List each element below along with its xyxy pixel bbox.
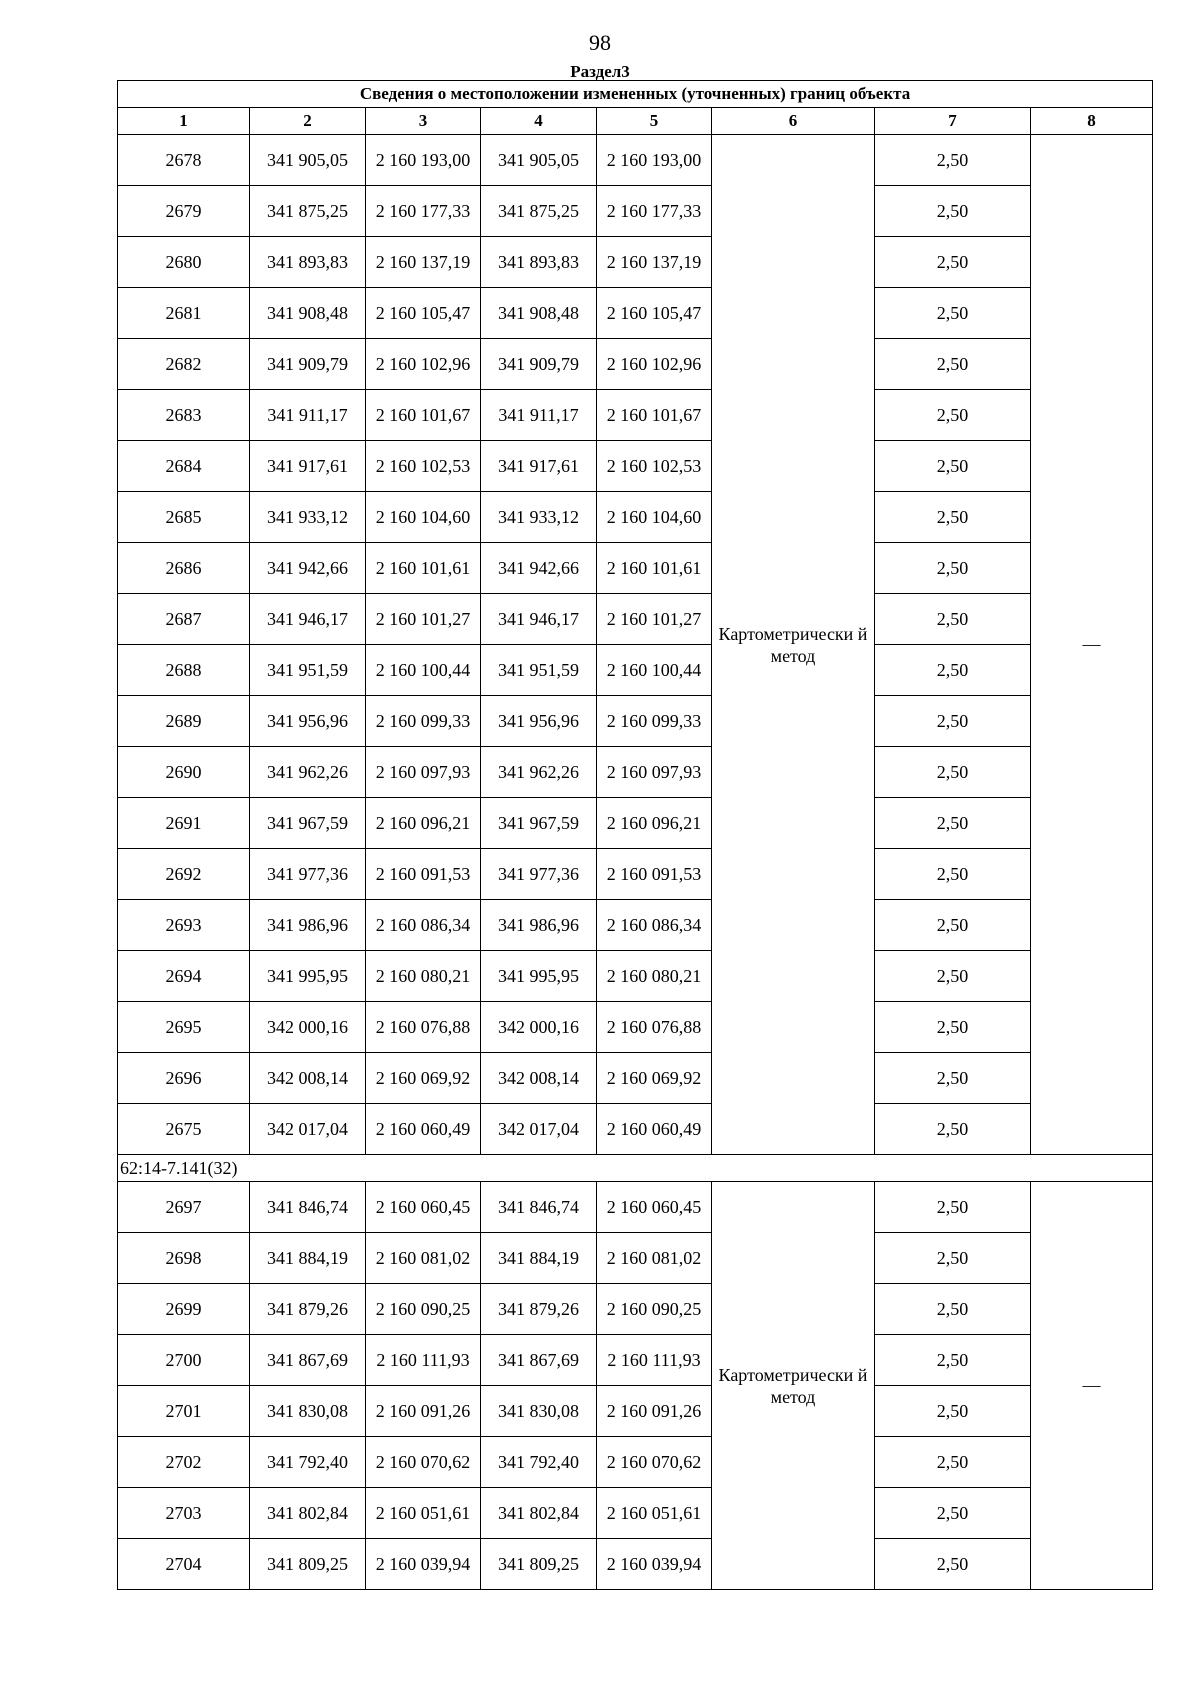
x-coord-cell: 341 879,26: [250, 1284, 366, 1335]
point-number-cell: 2696: [118, 1053, 250, 1104]
x-coord-cell: 341 893,83: [250, 237, 366, 288]
accuracy-cell: 2,50: [875, 1437, 1031, 1488]
x-coord-cell: 342 008,14: [250, 1053, 366, 1104]
x-coord-cell: 341 875,25: [481, 186, 597, 237]
x-coord-cell: 341 905,05: [250, 135, 366, 186]
y-coord-cell: 2 160 104,60: [366, 492, 481, 543]
x-coord-cell: 341 942,66: [250, 543, 366, 594]
y-coord-cell: 2 160 091,26: [597, 1386, 712, 1437]
y-coord-cell: 2 160 081,02: [597, 1233, 712, 1284]
accuracy-cell: 2,50: [875, 1053, 1031, 1104]
y-coord-cell: 2 160 101,67: [366, 390, 481, 441]
y-coord-cell: 2 160 070,62: [597, 1437, 712, 1488]
point-number-cell: 2682: [118, 339, 250, 390]
table-row: [118, 747, 1153, 798]
point-number-cell: 2683: [118, 390, 250, 441]
x-coord-cell: 341 951,59: [481, 645, 597, 696]
y-coord-cell: 2 160 101,67: [597, 390, 712, 441]
point-number-cell: 2701: [118, 1386, 250, 1437]
x-coord-cell: 341 908,48: [250, 288, 366, 339]
accuracy-cell: 2,50: [875, 1386, 1031, 1437]
point-number-cell: 2678: [118, 135, 250, 186]
column-header: 6: [712, 108, 875, 135]
y-coord-cell: 2 160 177,33: [366, 186, 481, 237]
column-header: 8: [1031, 108, 1153, 135]
x-coord-cell: 342 008,14: [481, 1053, 597, 1104]
y-coord-cell: 2 160 096,21: [597, 798, 712, 849]
y-coord-cell: 2 160 100,44: [366, 645, 481, 696]
x-coord-cell: 341 792,40: [481, 1437, 597, 1488]
table-row: [118, 1335, 1153, 1386]
table-row: [118, 543, 1153, 594]
accuracy-cell: 2,50: [875, 1002, 1031, 1053]
column-header: 7: [875, 108, 1031, 135]
x-coord-cell: 341 846,74: [250, 1182, 366, 1233]
section-title: Раздел3: [570, 62, 630, 81]
point-number-cell: 2700: [118, 1335, 250, 1386]
accuracy-cell: 2,50: [875, 696, 1031, 747]
y-coord-cell: 2 160 091,53: [366, 849, 481, 900]
y-coord-cell: 2 160 080,21: [366, 951, 481, 1002]
y-coord-cell: 2 160 193,00: [597, 135, 712, 186]
point-number-cell: 2688: [118, 645, 250, 696]
y-coord-cell: 2 160 111,93: [597, 1335, 712, 1386]
accuracy-cell: 2,50: [875, 1233, 1031, 1284]
x-coord-cell: 341 917,61: [481, 441, 597, 492]
table-row: [118, 1539, 1153, 1590]
y-coord-cell: 2 160 039,94: [597, 1539, 712, 1590]
x-coord-cell: 341 917,61: [250, 441, 366, 492]
x-coord-cell: 342 000,16: [481, 1002, 597, 1053]
y-coord-cell: 2 160 102,96: [366, 339, 481, 390]
table-row: [118, 1104, 1153, 1155]
y-coord-cell: 2 160 101,61: [597, 543, 712, 594]
point-number-cell: 2692: [118, 849, 250, 900]
accuracy-cell: 2,50: [875, 1488, 1031, 1539]
x-coord-cell: 341 909,79: [481, 339, 597, 390]
x-coord-cell: 341 893,83: [481, 237, 597, 288]
accuracy-cell: 2,50: [875, 1284, 1031, 1335]
y-coord-cell: 2 160 069,92: [597, 1053, 712, 1104]
y-coord-cell: 2 160 091,26: [366, 1386, 481, 1437]
y-coord-cell: 2 160 086,34: [597, 900, 712, 951]
table-row: [118, 696, 1153, 747]
x-coord-cell: 341 792,40: [250, 1437, 366, 1488]
y-coord-cell: 2 160 111,93: [366, 1335, 481, 1386]
y-coord-cell: 2 160 101,61: [366, 543, 481, 594]
point-number-cell: 2693: [118, 900, 250, 951]
group-row: [118, 1155, 1153, 1182]
accuracy-cell: 2,50: [875, 900, 1031, 951]
table-row: [118, 288, 1153, 339]
x-coord-cell: 341 951,59: [250, 645, 366, 696]
table-row: [118, 1386, 1153, 1437]
x-coord-cell: 341 884,19: [481, 1233, 597, 1284]
x-coord-cell: 341 942,66: [481, 543, 597, 594]
x-coord-cell: 342 017,04: [250, 1104, 366, 1155]
table-row: [118, 798, 1153, 849]
x-coord-cell: 341 956,96: [250, 696, 366, 747]
table-row: [118, 390, 1153, 441]
column-header: 2: [250, 108, 366, 135]
x-coord-cell: 341 995,95: [481, 951, 597, 1002]
accuracy-cell: 2,50: [875, 798, 1031, 849]
accuracy-cell: 2,50: [875, 747, 1031, 798]
table-row: [118, 186, 1153, 237]
y-coord-cell: 2 160 102,53: [366, 441, 481, 492]
y-coord-cell: 2 160 070,62: [366, 1437, 481, 1488]
table-row: [118, 339, 1153, 390]
y-coord-cell: 2 160 076,88: [597, 1002, 712, 1053]
point-number-cell: 2690: [118, 747, 250, 798]
point-number-cell: 2680: [118, 237, 250, 288]
x-coord-cell: 341 946,17: [250, 594, 366, 645]
point-number-cell: 2691: [118, 798, 250, 849]
point-number-cell: 2697: [118, 1182, 250, 1233]
point-number-cell: 2698: [118, 1233, 250, 1284]
x-coord-cell: 341 830,08: [250, 1386, 366, 1437]
accuracy-cell: 2,50: [875, 849, 1031, 900]
accuracy-cell: 2,50: [875, 441, 1031, 492]
table-row: [118, 849, 1153, 900]
y-coord-cell: 2 160 039,94: [366, 1539, 481, 1590]
y-coord-cell: 2 160 090,25: [366, 1284, 481, 1335]
y-coord-cell: 2 160 060,49: [366, 1104, 481, 1155]
table-row: [118, 951, 1153, 1002]
point-number-cell: 2694: [118, 951, 250, 1002]
x-coord-cell: 341 977,36: [250, 849, 366, 900]
table-row: [118, 135, 1153, 186]
table-row: [118, 1002, 1153, 1053]
y-coord-cell: 2 160 099,33: [597, 696, 712, 747]
x-coord-cell: 341 875,25: [250, 186, 366, 237]
point-number-cell: 2687: [118, 594, 250, 645]
column-header: 5: [597, 108, 712, 135]
table-row: [118, 1233, 1153, 1284]
y-coord-cell: 2 160 069,92: [366, 1053, 481, 1104]
x-coord-cell: 341 802,84: [481, 1488, 597, 1539]
point-number-cell: 2702: [118, 1437, 250, 1488]
x-coord-cell: 341 986,96: [481, 900, 597, 951]
y-coord-cell: 2 160 099,33: [366, 696, 481, 747]
point-number-cell: 2684: [118, 441, 250, 492]
table-row: [118, 594, 1153, 645]
x-coord-cell: 341 986,96: [250, 900, 366, 951]
y-coord-cell: 2 160 060,45: [366, 1182, 481, 1233]
x-coord-cell: 341 911,17: [481, 390, 597, 441]
table-row: [118, 1488, 1153, 1539]
y-coord-cell: 2 160 090,25: [597, 1284, 712, 1335]
table-row: [118, 492, 1153, 543]
y-coord-cell: 2 160 060,49: [597, 1104, 712, 1155]
page-number: 98: [589, 30, 611, 55]
y-coord-cell: 2 160 076,88: [366, 1002, 481, 1053]
y-coord-cell: 2 160 097,93: [597, 747, 712, 798]
y-coord-cell: 2 160 177,33: [597, 186, 712, 237]
x-coord-cell: 341 830,08: [481, 1386, 597, 1437]
table-caption: Сведения о местоположении измененных (уточненных) границ объекта: [118, 81, 1153, 108]
point-number-cell: 2704: [118, 1539, 250, 1590]
x-coord-cell: 341 905,05: [481, 135, 597, 186]
accuracy-cell: 2,50: [875, 288, 1031, 339]
point-number-cell: 2703: [118, 1488, 250, 1539]
accuracy-cell: 2,50: [875, 594, 1031, 645]
point-number-cell: 2675: [118, 1104, 250, 1155]
y-coord-cell: 2 160 080,21: [597, 951, 712, 1002]
point-number-cell: 2689: [118, 696, 250, 747]
y-coord-cell: 2 160 193,00: [366, 135, 481, 186]
y-coord-cell: 2 160 137,19: [366, 237, 481, 288]
table-row: [118, 441, 1153, 492]
table-row: [118, 1437, 1153, 1488]
accuracy-cell: 2,50: [875, 543, 1031, 594]
accuracy-cell: 2,50: [875, 1104, 1031, 1155]
table-row: [118, 900, 1153, 951]
y-coord-cell: 2 160 105,47: [597, 288, 712, 339]
accuracy-cell: 2,50: [875, 951, 1031, 1002]
table-row: [118, 237, 1153, 288]
x-coord-cell: 341 962,26: [250, 747, 366, 798]
point-number-cell: 2685: [118, 492, 250, 543]
table-row: [118, 645, 1153, 696]
y-coord-cell: 2 160 101,27: [366, 594, 481, 645]
x-coord-cell: 341 802,84: [250, 1488, 366, 1539]
boundary-table: [117, 80, 1153, 1590]
x-coord-cell: 341 967,59: [481, 798, 597, 849]
x-coord-cell: 341 879,26: [481, 1284, 597, 1335]
table-row: [118, 1284, 1153, 1335]
y-coord-cell: 2 160 086,34: [366, 900, 481, 951]
point-number-cell: 2686: [118, 543, 250, 594]
y-coord-cell: 2 160 102,96: [597, 339, 712, 390]
y-coord-cell: 2 160 104,60: [597, 492, 712, 543]
accuracy-cell: 2,50: [875, 1539, 1031, 1590]
x-coord-cell: 341 956,96: [481, 696, 597, 747]
x-coord-cell: 342 000,16: [250, 1002, 366, 1053]
column-header-row: [118, 108, 1153, 135]
y-coord-cell: 2 160 137,19: [597, 237, 712, 288]
x-coord-cell: 341 995,95: [250, 951, 366, 1002]
x-coord-cell: 341 809,25: [481, 1539, 597, 1590]
point-number-cell: 2679: [118, 186, 250, 237]
column-header: 4: [481, 108, 597, 135]
column-8-cell: —: [1031, 135, 1153, 1155]
y-coord-cell: 2 160 096,21: [366, 798, 481, 849]
y-coord-cell: 2 160 051,61: [366, 1488, 481, 1539]
column-header: 3: [366, 108, 481, 135]
x-coord-cell: 341 908,48: [481, 288, 597, 339]
x-coord-cell: 341 867,69: [250, 1335, 366, 1386]
column-header: 1: [118, 108, 250, 135]
x-coord-cell: 341 884,19: [250, 1233, 366, 1284]
point-number-cell: 2699: [118, 1284, 250, 1335]
y-coord-cell: 2 160 051,61: [597, 1488, 712, 1539]
x-coord-cell: 341 911,17: [250, 390, 366, 441]
y-coord-cell: 2 160 105,47: [366, 288, 481, 339]
y-coord-cell: 2 160 100,44: [597, 645, 712, 696]
x-coord-cell: 342 017,04: [481, 1104, 597, 1155]
accuracy-cell: 2,50: [875, 135, 1031, 186]
table-body: [118, 81, 1153, 1590]
y-coord-cell: 2 160 102,53: [597, 441, 712, 492]
y-coord-cell: 2 160 091,53: [597, 849, 712, 900]
x-coord-cell: 341 909,79: [250, 339, 366, 390]
x-coord-cell: 341 809,25: [250, 1539, 366, 1590]
accuracy-cell: 2,50: [875, 186, 1031, 237]
x-coord-cell: 341 977,36: [481, 849, 597, 900]
accuracy-cell: 2,50: [875, 645, 1031, 696]
column-8-cell: —: [1031, 1182, 1153, 1590]
table-row: [118, 1182, 1153, 1233]
accuracy-cell: 2,50: [875, 492, 1031, 543]
accuracy-cell: 2,50: [875, 237, 1031, 288]
y-coord-cell: 2 160 060,45: [597, 1182, 712, 1233]
x-coord-cell: 341 946,17: [481, 594, 597, 645]
point-number-cell: 2695: [118, 1002, 250, 1053]
x-coord-cell: 341 933,12: [250, 492, 366, 543]
y-coord-cell: 2 160 081,02: [366, 1233, 481, 1284]
accuracy-cell: 2,50: [875, 1335, 1031, 1386]
table-row: [118, 1053, 1153, 1104]
x-coord-cell: 341 933,12: [481, 492, 597, 543]
y-coord-cell: 2 160 101,27: [597, 594, 712, 645]
x-coord-cell: 341 867,69: [481, 1335, 597, 1386]
group-label: 62:14-7.141(32): [118, 1155, 1153, 1182]
point-number-cell: 2681: [118, 288, 250, 339]
method-cell: Картометрически й метод: [712, 1182, 875, 1590]
x-coord-cell: 341 846,74: [481, 1182, 597, 1233]
method-cell: Картометрически й метод: [712, 135, 875, 1155]
accuracy-cell: 2,50: [875, 1182, 1031, 1233]
accuracy-cell: 2,50: [875, 339, 1031, 390]
y-coord-cell: 2 160 097,93: [366, 747, 481, 798]
accuracy-cell: 2,50: [875, 390, 1031, 441]
x-coord-cell: 341 962,26: [481, 747, 597, 798]
x-coord-cell: 341 967,59: [250, 798, 366, 849]
